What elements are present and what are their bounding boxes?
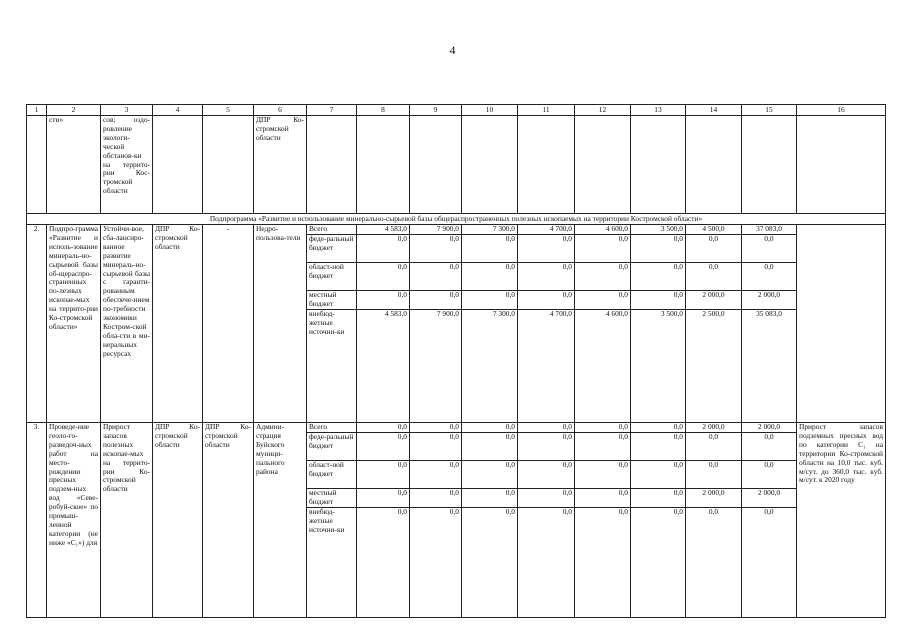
amount-cell: 0,0 (462, 263, 518, 291)
amount-cell: 0,0 (631, 489, 686, 508)
cont-executor: ДПР Ко-стромской области (254, 116, 307, 214)
amount-cell: 0,0 (518, 423, 575, 433)
amount-cell: 0,0 (686, 433, 742, 461)
funding-source: Всего (307, 423, 357, 433)
amount-cell: 0,0 (410, 423, 462, 433)
executor: ДПР Ко-стромской области (153, 423, 203, 618)
amount-cell: 0,0 (410, 489, 462, 508)
amount-cell: 2 000,0 (686, 489, 742, 508)
col-header: 1 (27, 105, 47, 116)
amount-cell: 0,0 (518, 461, 575, 489)
amount-cell: 2 000,0 (686, 423, 742, 433)
executor: ДПР Ко-стромской области (153, 225, 203, 423)
participant: Недро-пользова-тели (254, 225, 307, 423)
amount-cell: 0,0 (575, 433, 631, 461)
amount-cell: 0,0 (742, 508, 797, 618)
measure-goal: Устойчи-вое, сба-лансиро-ванное развитие минераль-но-сырьевой базы с гаранти-рованным обеспече-нием по-требности экономики Костром-ской обла-сти в ми-неральных ресурсах (101, 225, 153, 423)
amount-cell: 0,0 (631, 508, 686, 618)
amount-cell: 0,0 (518, 235, 575, 263)
measure-name: Подпро-грамма «Развитие и исполь-зование минераль-но-сырьевой базы об-щераспро-страненных по-лезных ископае-мых на террито-рии Ко-стромской области» (47, 225, 101, 423)
amount-cell: 4 600,0 (575, 225, 631, 235)
col-header: 13 (631, 105, 686, 116)
amount-cell: 7 300,0 (462, 310, 518, 423)
col-header: 16 (797, 105, 886, 116)
amount-cell: 0,0 (518, 291, 575, 310)
header-row (27, 105, 886, 116)
col-header: 12 (575, 105, 631, 116)
measure-name: Проведе-ние геоло-го-разведоч-ных работ на место-рождении пресных подзем-ных вод «Севе-робуй-ское» по промыш-ленной категории (не ниже «C₁») для (47, 423, 101, 618)
amount-cell: 0,0 (410, 263, 462, 291)
amount-cell: 4 583,0 (357, 225, 410, 235)
row-number: 3. (27, 423, 47, 618)
amount-cell: 7 900,0 (410, 225, 462, 235)
continuation-row (27, 116, 886, 214)
col-header: 11 (518, 105, 575, 116)
amount-cell: 35 083,0 (742, 310, 797, 423)
amount-cell: 0,0 (462, 489, 518, 508)
amount-cell: 0,0 (631, 461, 686, 489)
amount-cell: 2 500,0 (686, 310, 742, 423)
participant: Админи-страция Буйского муници-пального района (254, 423, 307, 618)
measure-goal: Прирост запасов полезных ископае-мых на террито-рии Ко-стромской области (101, 423, 153, 618)
amount-cell: 2 000,0 (686, 291, 742, 310)
amount-cell: 0,0 (742, 433, 797, 461)
program-table (26, 104, 886, 618)
amount-cell: 0,0 (742, 235, 797, 263)
amount-cell: 4 700,0 (518, 310, 575, 423)
amount-cell: 0,0 (518, 263, 575, 291)
amount-cell: 0,0 (462, 291, 518, 310)
amount-cell: 0,0 (686, 508, 742, 618)
col-header: 10 (462, 105, 518, 116)
funding-source: местный бюджет (307, 489, 357, 508)
col-header: 8 (357, 105, 410, 116)
amount-cell: 2 000,0 (742, 423, 797, 433)
expected-result: Прирост запасов подземных пресных вод по категории C₁ на территории Ко-стромской области на 10,0 тыс. куб. м/сут. до 360,0 тыс. куб. м/сут. к 2020 году (797, 423, 886, 618)
amount-cell: 0,0 (410, 461, 462, 489)
amount-cell: 0,0 (575, 461, 631, 489)
amount-cell: 2 000,0 (742, 489, 797, 508)
amount-cell: 0,0 (462, 461, 518, 489)
funding-source: внебюд-жетные источни-ки (307, 508, 357, 618)
amount-cell: 0,0 (357, 433, 410, 461)
amount-cell: 0,0 (357, 461, 410, 489)
col-header: 7 (307, 105, 357, 116)
funding-source: феде-ральный бюджет (307, 235, 357, 263)
funding-source: внебюд-жетные источни-ки (307, 310, 357, 423)
row-number: 2. (27, 225, 47, 423)
funding-source: област-ной бюджет (307, 461, 357, 489)
amount-cell: 0,0 (575, 263, 631, 291)
col-header: 14 (686, 105, 742, 116)
amount-cell: 4 700,0 (518, 225, 575, 235)
amount-cell: 0,0 (410, 508, 462, 618)
amount-cell: 0,0 (357, 235, 410, 263)
col-header: 4 (153, 105, 203, 116)
subprogram-row (27, 214, 886, 225)
cont-name: сти» (47, 116, 101, 214)
amount-cell: 0,0 (357, 263, 410, 291)
amount-cell: 0,0 (686, 235, 742, 263)
col-header: 9 (410, 105, 462, 116)
amount-cell: 0,0 (631, 433, 686, 461)
amount-cell: 0,0 (575, 235, 631, 263)
amount-cell: 4 583,0 (357, 310, 410, 423)
coexecutor: - (203, 225, 254, 423)
amount-cell: 0,0 (357, 423, 410, 433)
amount-cell: 0,0 (631, 423, 686, 433)
amount-cell: 2 000,0 (742, 291, 797, 310)
amount-cell: 7 300,0 (462, 225, 518, 235)
table-row (27, 423, 886, 433)
amount-cell: 4 600,0 (575, 310, 631, 423)
coexecutor: ДПР Ко-стромской области (203, 423, 254, 618)
col-header: 3 (101, 105, 153, 116)
amount-cell: 4 500,0 (686, 225, 742, 235)
amount-cell: 0,0 (742, 461, 797, 489)
amount-cell: 0,0 (686, 263, 742, 291)
amount-cell: 0,0 (462, 423, 518, 433)
amount-cell: 0,0 (518, 433, 575, 461)
amount-cell: 0,0 (631, 291, 686, 310)
funding-source: феде-ральный бюджет (307, 433, 357, 461)
amount-cell: 0,0 (410, 235, 462, 263)
table-row (27, 225, 886, 235)
amount-cell: 7 900,0 (410, 310, 462, 423)
col-header: 6 (254, 105, 307, 116)
amount-cell: 0,0 (575, 423, 631, 433)
funding-source: местный бюджет (307, 291, 357, 310)
amount-cell: 0,0 (462, 433, 518, 461)
funding-source: Всего (307, 225, 357, 235)
col-header: 15 (742, 105, 797, 116)
subprogram-title: Подпрограмма «Развитие и использование минерально-сырьевой базы общераспространенных полезных ископаемых на территории Костромской области» (27, 214, 886, 225)
amount-cell: 0,0 (357, 508, 410, 618)
amount-cell: 0,0 (410, 433, 462, 461)
amount-cell: 0,0 (518, 508, 575, 618)
amount-cell: 0,0 (686, 461, 742, 489)
col-header: 5 (203, 105, 254, 116)
amount-cell: 0,0 (575, 508, 631, 618)
amount-cell: 0,0 (742, 263, 797, 291)
amount-cell: 0,0 (462, 235, 518, 263)
expected-result (797, 225, 886, 423)
amount-cell: 3 500,0 (631, 310, 686, 423)
amount-cell: 0,0 (357, 291, 410, 310)
amount-cell: 0,0 (410, 291, 462, 310)
amount-cell: 0,0 (357, 489, 410, 508)
amount-cell: 0,0 (518, 489, 575, 508)
amount-cell: 0,0 (631, 235, 686, 263)
amount-cell: 0,0 (462, 508, 518, 618)
amount-cell: 3 500,0 (631, 225, 686, 235)
cont-goal: сов; оздо-ровление экологи-ческой обстанов-ки на террито-рии Кос-тромской области (101, 116, 153, 214)
funding-source: област-ной бюджет (307, 263, 357, 291)
amount-cell: 37 083,0 (742, 225, 797, 235)
col-header: 2 (47, 105, 101, 116)
amount-cell: 0,0 (631, 263, 686, 291)
page-number: 4 (449, 43, 456, 57)
amount-cell: 0,0 (575, 489, 631, 508)
amount-cell: 0,0 (575, 291, 631, 310)
